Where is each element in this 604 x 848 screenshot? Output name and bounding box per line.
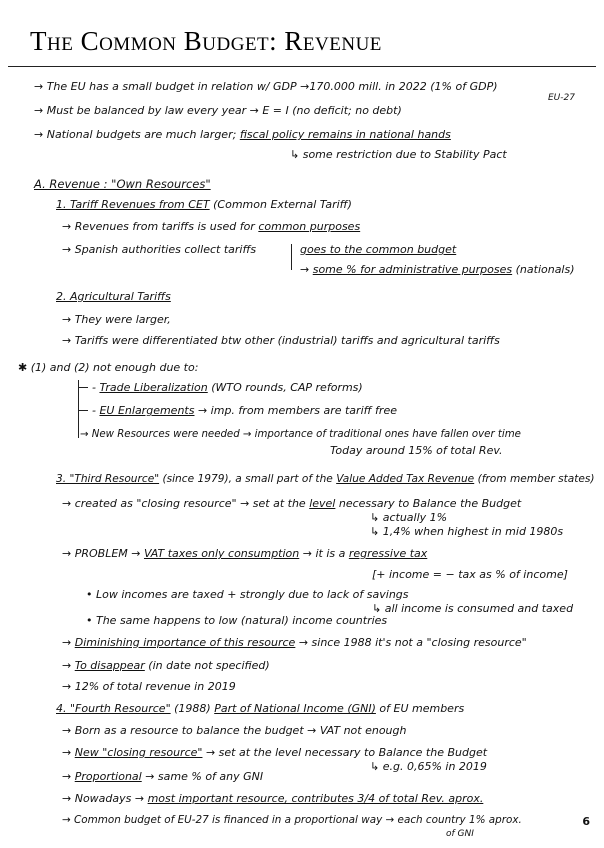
note-item-2: - EU Enlargements → imp. from members are tariff free: [92, 404, 397, 417]
s3-title-end: (from member states): [474, 473, 595, 485]
s3-bullet-3-b: ↳ all income is consumed and taxed: [372, 602, 574, 615]
s4-b2-a: New "closing resource": [74, 746, 203, 759]
s3-bullet-7: → 12% of total revenue in 2019: [62, 680, 236, 693]
page-number: 6: [582, 815, 590, 828]
s4-b3-b: → same % of any GNI: [141, 770, 264, 783]
s1-b2-c: some % for administrative purposes: [312, 263, 513, 276]
s3-b1-a: → created as "closing resource" → set at the: [62, 497, 310, 510]
s2-bullet-1: → They were larger,: [62, 313, 171, 326]
s4-b2-c: ↳ e.g. 0,65% in 2019: [370, 760, 487, 773]
s1-bullet-1: [62, 220, 360, 234]
s4-bullet-5: → Common budget of EU-27 is financed in a proportional way → each country 1% aprox.: [62, 814, 522, 826]
page-title: The Common Budget: Revenue: [30, 26, 382, 56]
s4-bullet-5-b: of GNI: [446, 829, 474, 839]
s1-b2-d: (nationals): [512, 263, 575, 276]
intro-line-3: [34, 128, 451, 142]
s3-title-mid: (since 1979), a small part of the: [159, 473, 337, 485]
note-heading: ✱ (1) and (2) not enough due to:: [18, 361, 199, 374]
s3-bullet-1: [62, 497, 521, 511]
note-i1-a: Trade Liberalization: [99, 381, 208, 394]
note-i2-b: → imp. from members are tariff free: [194, 404, 397, 417]
s2-bullet-2: → Tariffs were differentiated btw other (industrial) tariffs and agricultural tariffs: [62, 334, 500, 347]
s3-b5-b: → since 1988 it's not a "closing resource": [295, 636, 527, 649]
s1-bracket: [291, 244, 292, 270]
intro-line-1-note: EU-27: [548, 93, 575, 103]
note-item-1: - Trade Liberalization (WTO rounds, CAP reforms): [92, 381, 363, 394]
s4-bullet-4: [62, 792, 483, 806]
s1-title-main: 1. Tariff Revenues from CET: [56, 198, 210, 211]
s3-b2-b: VAT taxes only consumption: [143, 547, 300, 560]
s3-b6-a: To disappear: [74, 659, 145, 672]
intro-line-3-b: fiscal policy remains in national hands: [239, 128, 451, 141]
s3-b6-b: (in date not specified): [144, 659, 270, 672]
s4-title-gni: Part of National Income (GNI): [214, 702, 376, 715]
s3-b1-b: level: [309, 497, 336, 510]
s3-bullet-3: • Low incomes are taxed + strongly due to lack of savings: [86, 588, 409, 601]
s4-bullet-2: → New "closing resource" → set at the level necessary to Balance the Budget: [62, 746, 488, 759]
s3-b2-c: → it is a: [299, 547, 349, 560]
section-a-heading: A. Revenue : "Own Resources": [34, 177, 211, 191]
note-item-3: → New Resources were needed → importance of traditional ones have fallen over time: [80, 429, 521, 440]
s4-b3-a: Proportional: [74, 770, 142, 783]
s1-b2-branch-1: goes to the common budget: [300, 243, 457, 256]
s3-bullet-4: • The same happens to low (natural) income countries: [86, 614, 388, 627]
intro-line-3-c: ↳ some restriction due to Stability Pact: [290, 148, 507, 161]
s3-b1-e: ↳ 1,4% when highest in mid 1980s: [370, 525, 564, 538]
s1-b1-a: → Revenues from tariffs is used for: [62, 220, 259, 233]
s4-bullet-1: → Born as a resource to balance the budget → VAT not enough: [62, 724, 407, 737]
s3-b2-e: [+ income = − tax as % of income]: [372, 568, 568, 581]
note-item-3-b: Today around 15% of total Rev.: [330, 444, 503, 457]
s1-title: [56, 198, 352, 212]
s3-b1-c: necessary to Balance the Budget: [335, 497, 522, 510]
s3-bullet-6: → To disappear (in date not specified): [62, 659, 270, 672]
s3-title-vat: Value Added Tax Revenue: [336, 473, 475, 485]
s3-b2-d: regressive tax: [348, 547, 428, 560]
s4-title: [56, 702, 464, 716]
note-i2-a: EU Enlargements: [99, 404, 195, 417]
s4-title-end: of EU members: [375, 702, 465, 715]
s3-bullet-2: [62, 547, 427, 561]
intro-line-3-a: → National budgets are much larger;: [34, 128, 240, 141]
s4-title-mid: (1988): [170, 702, 215, 715]
s3-b1-d: ↳ actually 1%: [370, 511, 448, 524]
note-bracket: [78, 380, 79, 438]
s3-bullet-5: → Diminishing importance of this resource → since 1988 it's not a "closing resource": [62, 636, 527, 649]
s3-title-main: 3. "Third Resource": [56, 473, 160, 485]
note-i1-b: (WTO rounds, CAP reforms): [207, 381, 363, 394]
s4-b2-b: → set at the level necessary to Balance the Budget: [202, 746, 488, 759]
s2-title: 2. Agricultural Tariffs: [56, 290, 171, 303]
s1-bullet-2: → Spanish authorities collect tariffs: [62, 243, 257, 256]
s1-title-suffix: (Common External Tariff): [209, 198, 352, 211]
intro-line-2: → Must be balanced by law every year → E = I (no deficit; no debt): [34, 104, 402, 117]
title-underline: [8, 66, 596, 67]
s4-b4-b: most important resource, contributes 3/4 of total Rev. aprox.: [147, 792, 484, 805]
s4-b4-a: → Nowadays →: [62, 792, 148, 805]
s4-bullet-3: → Proportional → same % of any GNI: [62, 770, 264, 783]
s3-title: [56, 472, 595, 486]
s1-b2-branch-2: → some % for administrative purposes (nationals): [300, 263, 575, 276]
s3-b2-a: → PROBLEM →: [62, 547, 144, 560]
intro-line-1: → The EU has a small budget in relation w/ GDP →170.000 mill. in 2022 (1% of GDP): [34, 80, 498, 93]
s1-b1-b: common purposes: [258, 220, 361, 233]
s3-b5-a: Diminishing importance of this resource: [74, 636, 296, 649]
s4-title-main: 4. "Fourth Resource": [56, 702, 171, 715]
